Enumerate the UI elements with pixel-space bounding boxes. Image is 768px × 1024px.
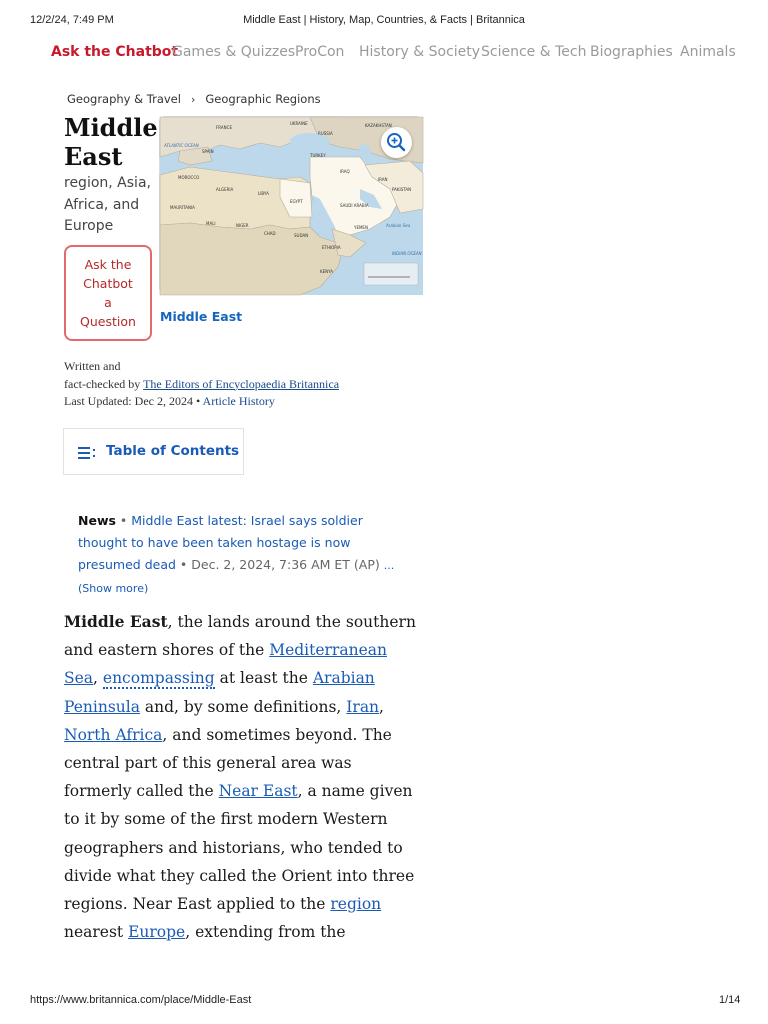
map-label: PAKISTAN <box>392 187 412 192</box>
page-subtitle <box>64 173 156 238</box>
nav-science-tech[interactable]: Science & Tech <box>481 44 587 60</box>
map-label: IRAN <box>378 177 388 182</box>
article-history-link[interactable]: Article History <box>202 394 275 408</box>
byline-checked-label: fact-checked by <box>64 376 141 391</box>
ask-button-line: a <box>104 295 112 310</box>
page-title-line: Middle <box>64 113 158 142</box>
map-label: KAZAKHSTAN <box>365 123 392 128</box>
subtitle-line: Europe <box>64 218 114 234</box>
byline-checked <box>64 376 339 394</box>
body-text: and, by some definitions, <box>139 697 347 716</box>
last-updated-label: Last Updated: <box>64 394 132 408</box>
map-label: INDIAN OCEAN <box>392 251 422 256</box>
link-arabian-peninsula[interactable]: Arabian Peninsula <box>64 669 375 716</box>
map-label: LIBYA <box>258 191 269 196</box>
nav-history-society[interactable]: History & Society <box>359 44 481 60</box>
map-label: ATLANTIC OCEAN <box>164 143 199 148</box>
nav-biographies[interactable]: Biographies <box>590 44 673 60</box>
byline-written: Written and <box>64 359 121 373</box>
link-north-africa[interactable]: North Africa <box>64 725 163 744</box>
map-label: IRAQ <box>340 169 350 174</box>
map-label: MAURITANIA <box>170 205 195 210</box>
news-meta: Dec. 2, 2024, 7:36 AM ET (AP) <box>191 557 380 572</box>
ask-button-line: Question <box>80 314 136 329</box>
nav-ask-chatbot[interactable]: Ask the Chatbot <box>51 44 179 60</box>
map-label: TURKEY <box>310 153 326 158</box>
nav-animals[interactable]: Animals <box>680 44 736 60</box>
ask-button-line: Ask the <box>84 257 132 272</box>
body-text: , <box>93 669 103 688</box>
table-of-contents-button[interactable] <box>63 428 244 475</box>
subtitle-line: region, Asia, <box>64 175 151 191</box>
map-label: CHAD <box>264 231 276 236</box>
body-text: nearest <box>64 923 129 942</box>
print-datetime: 12/2/24, 7:49 PM <box>30 14 114 26</box>
map-label: YEMEN <box>354 225 368 230</box>
map-label: NIGER <box>236 223 249 228</box>
map-label: ETHIOPIA <box>322 245 341 250</box>
map-label: KENYA <box>320 269 334 274</box>
subtitle-line: Africa, and <box>64 196 140 213</box>
link-mediterranean-sea[interactable]: Mediterranean Sea <box>64 641 387 688</box>
page-title <box>64 113 159 171</box>
last-updated: Last Updated: Dec 2, 2024 • Article History <box>64 394 275 408</box>
link-encompassing[interactable]: encompassing <box>102 669 215 688</box>
chevron-right-icon: › <box>190 93 196 106</box>
map-label: RUSSIA <box>318 131 333 136</box>
print-footer-url: https://www.britannica.com/place/Middle-East <box>30 994 252 1006</box>
list-icon <box>78 446 97 460</box>
body-text: , <box>379 697 384 716</box>
byline <box>64 358 339 411</box>
breadcrumb <box>67 92 321 106</box>
ask-chatbot-button[interactable] <box>64 245 152 341</box>
body-text: , and sometimes beyond. The central part of this general area was formerly called the <box>64 725 392 801</box>
body-text: , extending from the <box>185 923 346 942</box>
author-link[interactable]: The Editors of Encyclopaedia Britannica <box>143 376 340 391</box>
map-label: SPAIN <box>202 149 214 154</box>
link-iran[interactable]: Iran <box>346 697 380 716</box>
map-label: EGYPT <box>290 199 303 204</box>
zoom-in-icon <box>381 127 412 158</box>
last-updated-date: Dec 2, 2024 <box>134 394 193 408</box>
map-label: SUDAN <box>294 233 309 238</box>
body-text: at least the <box>214 669 313 688</box>
page-title-line: East <box>64 142 123 171</box>
nav-games-quizzes[interactable]: Games & Quizzes <box>172 44 296 60</box>
map-label: UKRAINE <box>290 121 308 126</box>
breadcrumb-geographic-regions[interactable]: Geographic Regions <box>205 92 321 106</box>
map-label: FRANCE <box>216 125 232 130</box>
body-text: , the lands around the southern and eastern shores of the <box>64 613 416 660</box>
breadcrumb-geography-travel[interactable]: Geography & Travel <box>67 92 181 106</box>
article-body <box>64 608 420 942</box>
body-text: , a name given to it by some of the first modern Western geographers and historians, who tended to divide what they called the Orient into three regions. Near East applied to the <box>64 782 415 914</box>
toc-label: Table of Contents <box>106 443 240 459</box>
news-label: News <box>78 513 116 528</box>
bold-term: Middle East <box>64 612 168 631</box>
top-nav <box>0 38 768 70</box>
ask-button-line: Chatbot <box>83 276 133 291</box>
news-headline-link[interactable]: Middle East latest: Israel says soldier thought to have been taken hostage is now presumed dead <box>78 513 363 572</box>
print-page-title: Middle East | History, Map, Countries, & Facts | Britannica <box>243 14 525 26</box>
nav-procon[interactable]: ProCon <box>295 44 345 60</box>
link-near-east[interactable]: Near East <box>218 782 298 801</box>
map-label: ALGERIA <box>216 187 234 192</box>
zoom-button[interactable] <box>381 127 412 158</box>
link-europe[interactable]: Europe <box>128 923 186 942</box>
map-label: SAUDI ARABIA <box>340 203 369 208</box>
print-page-number: 1/14 <box>719 994 741 1006</box>
show-more-link[interactable]: ...(Show more) <box>78 559 395 595</box>
map-label: Arabian Sea <box>386 223 411 228</box>
map-caption[interactable]: Middle East <box>160 309 243 324</box>
map-label: MALI <box>206 221 216 226</box>
link-region[interactable]: region <box>330 895 382 914</box>
news-block: News • Middle East latest: Israel says soldier thought to have been taken hostage is now presumed dead • Dec. 2, 2024, 7:36 AM ET (AP) ...(Show more) <box>78 513 395 595</box>
map-label: MOROCCO <box>178 175 200 180</box>
